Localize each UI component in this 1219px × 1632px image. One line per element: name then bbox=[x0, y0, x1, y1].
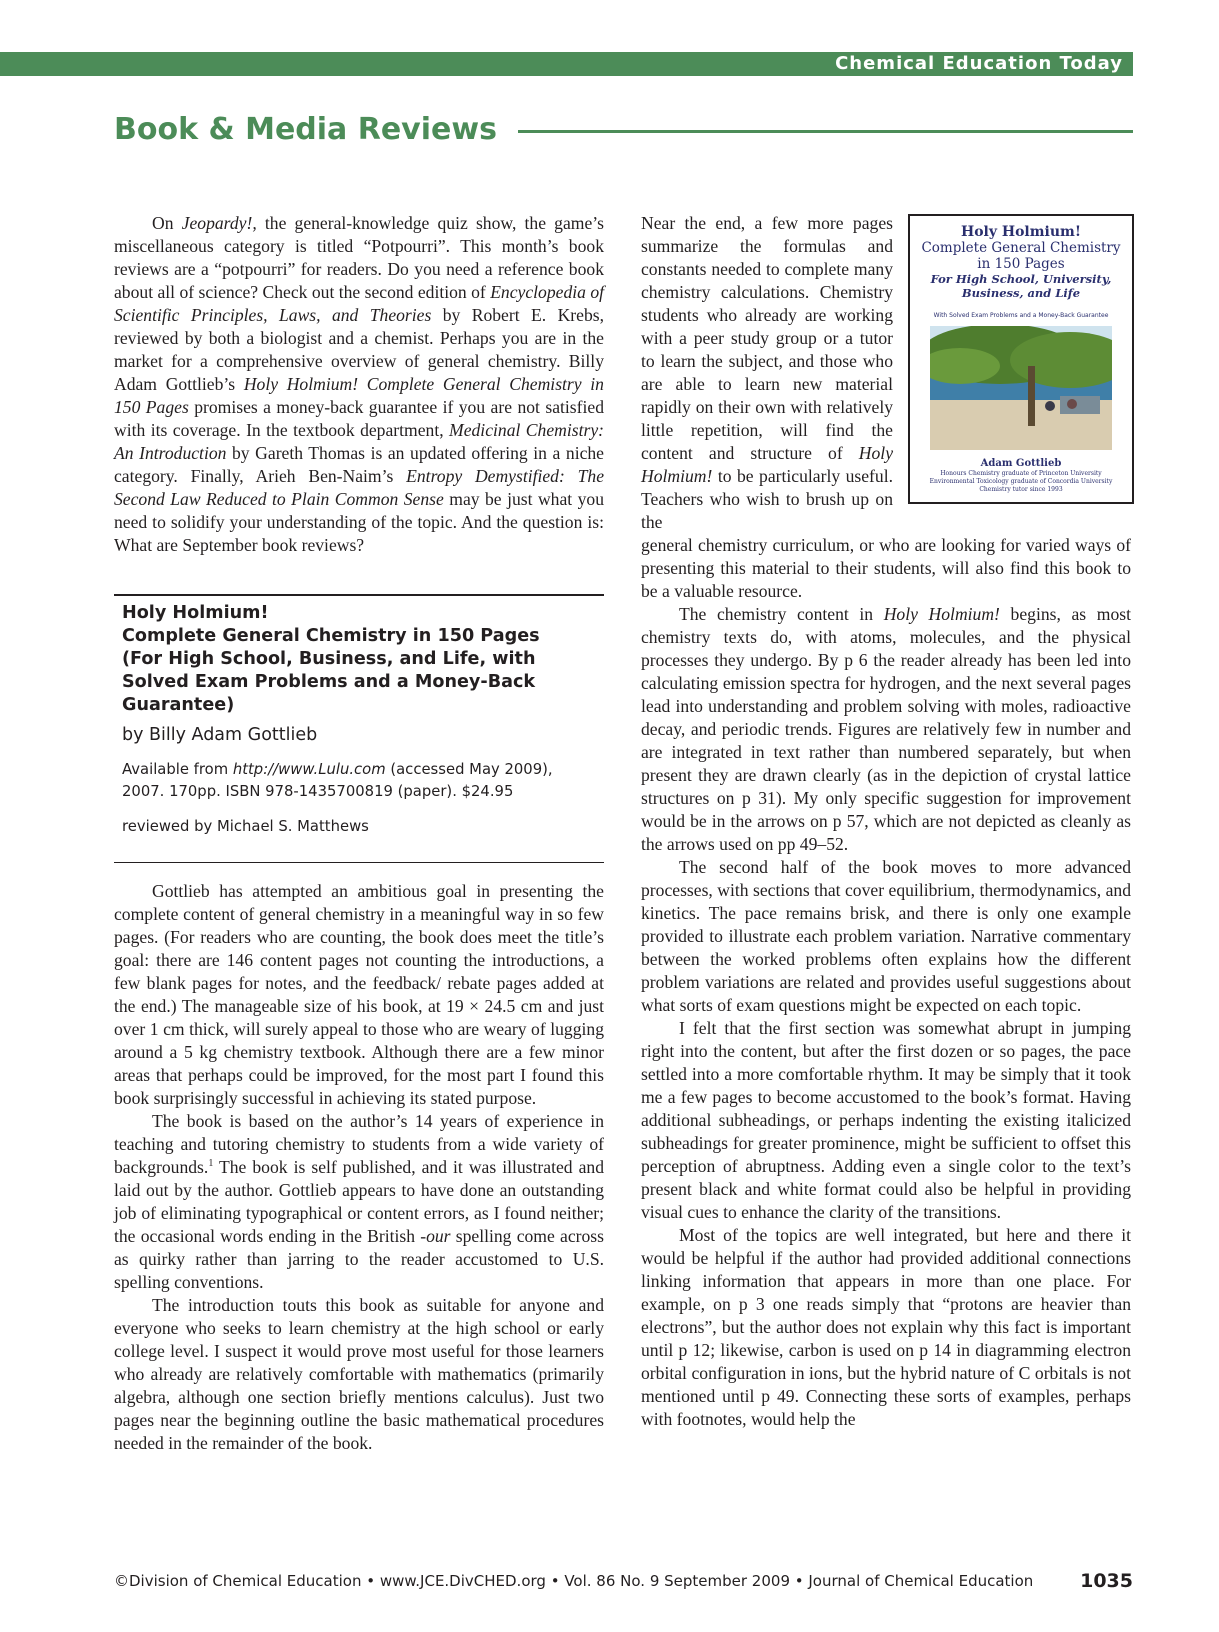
footnote-ref[interactable]: 1 bbox=[208, 1158, 214, 1170]
body-text: spelling come across as quirky rather than jarring to the reader accustomed to U.S. spelling conventions. bbox=[114, 1226, 604, 1292]
reviewer-credit: reviewed by Michael S. Matthews bbox=[122, 818, 369, 835]
intro-text: by Robert E. Krebs, reviewed by both a biologist and a chemist. Perhaps you are in the market for a comprehensive overview of general chemistry. Billy Adam Gottlieb’s bbox=[114, 305, 604, 394]
intro-encyclopedia-title: Encyclopedia of Scientific Principles, Laws, and Theories bbox=[114, 282, 605, 325]
cover-title-line: Complete General Chemistry bbox=[921, 240, 1121, 256]
body-paragraph bbox=[641, 603, 1131, 856]
body-italic: -our bbox=[420, 1226, 451, 1246]
bookinfo-bottom-rule bbox=[114, 862, 604, 863]
body-paragraph: Gottlieb has attempted an ambitious goal in presenting the complete content of general chemistry in a meaningful way in so few pages. (For readers who are counting, the book does meet the title’s goal: there are 146 content pages not counting the introductions, a few blank pages for notes, and the feedback/ rebate pages added at the end.) The manageable size of his book, at 19 × 24.5 cm and just over 1 cm thick, will surely appeal to those who are weary of lugging around a 5 kg chemistry textbook. Although there are a few minor areas that perhaps could be improved, for the most part I found this book surprisingly successful in achieving its stated purpose. bbox=[114, 881, 604, 1108]
review-body-right-top bbox=[641, 212, 893, 534]
body-text: The book is based on the author’s 14 years of experience in teaching and tutoring chemistry to students from a wide variety of backgrounds. bbox=[114, 1111, 604, 1177]
intro-text: may be just what you need to solidify your understanding of the topic. And the question is: What are September book reviews? bbox=[114, 489, 604, 555]
intro-column bbox=[114, 212, 604, 557]
cover-subtitle: With Solved Exam Problems and a Money-Back Guarantee bbox=[933, 312, 1109, 319]
review-body-left bbox=[114, 880, 604, 1455]
bookinfo-top-rule bbox=[114, 594, 604, 596]
body-paragraph: I felt that the first section was somewhat abrupt in jumping right into the content, but after the first dozen or so pages, the pace settled into a more comfortable rhythm. It may be simply that it took me a few pages to become accustomed to the book’s format. Having additional subheadings, or perhaps indenting the existing italicized subheadings for greater prominence, might be sufficient to offset this perception of abruptness. Adding even a single color to the text’s present black and white format could also be helpful in providing visual cues to enhance the clarity of the transitions. bbox=[641, 1018, 1131, 1222]
body-paragraph bbox=[641, 212, 893, 534]
cover-title-line: Holy Holmium! bbox=[960, 224, 1082, 240]
intro-text: promises a money-back guarantee if you are not satisfied with its coverage. In the textbook department, bbox=[114, 397, 604, 440]
section-heading: Book & Media Reviews bbox=[114, 112, 497, 147]
intro-entropy-title: Entropy Demystified: The Second Law Reduced to Plain Common Sense bbox=[114, 466, 604, 509]
body-text: The book is self published, and it was illustrated and laid out by the author. Gottlieb appears to have done an outstanding job of eliminating typographical or content errors, as I found neither; the occasional words ending in the British bbox=[114, 1157, 604, 1246]
book-title-line: Complete General Chemistry in 150 Pages bbox=[122, 626, 540, 646]
book-title-line: Guarantee) bbox=[122, 695, 235, 715]
book-cover-image bbox=[908, 214, 1134, 504]
intro-paragraph bbox=[114, 212, 604, 557]
cover-title-line: in 150 Pages bbox=[977, 256, 1065, 272]
body-paragraph: The introduction touts this book as suitable for anyone and everyone who seeks to learn chemistry at the high school or early college level. I suspect it would prove most useful for those learners who already are relatively comfortable with mathematics (primarily algebra, although one section briefly mentions calculus). Just two pages near the beginning outline the basic mathematical procedures needed in the remainder of the book. bbox=[114, 1295, 604, 1453]
body-text: The chemistry content in bbox=[679, 604, 884, 624]
cover-author bbox=[910, 458, 1132, 494]
availability-details: (accessed May 2009), 2007. 170pp. ISBN 978-1435700819 (paper). $24.95 bbox=[122, 761, 553, 800]
body-text: to be particularly useful. Teachers who wish to brush up on the bbox=[641, 466, 893, 532]
cover-credential: Honours Chemistry graduate of Princeton University bbox=[940, 470, 1102, 477]
cover-credential: Environmental Toxicology graduate of Concordia University bbox=[929, 478, 1113, 485]
body-paragraph: The second half of the book moves to more advanced processes, with sections that cover equilibrium, thermodynamics, and kinetics. The pace remains brisk, and there is only one example provided to illustrate each problem variation. Narrative commentary between the worked problems often explains how the different problem variations are related and provides useful suggestions about what sorts of exam questions might be expected on each topic. bbox=[641, 857, 1131, 1015]
page-number: 1035 bbox=[1080, 1570, 1133, 1592]
body-text: Near the end, a few more pages summarize the formulas and constants needed to complete many chemistry calculations. Chemistry students who already are working with a peer study group or a tutor to learn the subject, and those who are able to learn new material rapidly on their own with relatively little repetition, will find the content and structure of bbox=[641, 213, 893, 463]
body-paragraph: Most of the topics are well integrated, but here and there it would be helpful if the author had provided additional connections linking information that appears in more than one place. For example, on p 3 one reads simply that “protons are heavier than electrons”, but the author does not explain why this fact is important until p 12; likewise, carbon is used on p 14 in diagramming electron orbital configuration in ions, but the hybrid nature of C orbitals is not mentioned until p 49. Connecting these sorts of examples, perhaps with footnotes, would help the bbox=[641, 1225, 1131, 1429]
heading-rule bbox=[518, 130, 1133, 133]
header-banner bbox=[0, 52, 1133, 76]
body-paragraph bbox=[114, 1110, 604, 1294]
book-title-line: (For High School, Business, and Life, with bbox=[122, 649, 536, 669]
cover-credential: Chemistry tutor since 1993 bbox=[979, 486, 1063, 493]
publisher-link[interactable]: http://www.Lulu.com bbox=[232, 761, 386, 778]
book-author: by Billy Adam Gottlieb bbox=[122, 725, 318, 745]
intro-jeopardy-title: Jeopardy!, bbox=[181, 213, 257, 233]
intro-text: On bbox=[152, 213, 182, 233]
body-italic: Holy Holmium! bbox=[883, 604, 1000, 624]
body-paragraph: general chemistry curriculum, or who are looking for varied ways of presenting this material to their students, will also find this book to be a valuable resource. bbox=[641, 535, 1131, 601]
cover-title-line: For High School, University, Business, and Life bbox=[930, 272, 1112, 300]
body-text: begins, as most chemistry texts do, with atoms, molecules, and the physical processes they undergo. By p 6 the reader already has been led into calculating emission spectra for hydrogen, and the next several pages lead into understanding and problem solving with moles, radioactive decay, and periodic trends. Figures are relatively few in number and are integrated in text rather than numbered separately, but when present they are drawn clearly (as in the depiction of crystal lattice structures on p 31). My only specific suggestion for improvement would be in the arrows on p 57, which are not depicted as cleanly as the arrows used on pp 49–52. bbox=[641, 604, 1131, 854]
review-body-right bbox=[641, 534, 1131, 1431]
cover-title bbox=[910, 224, 1132, 300]
book-title-line: Holy Holmium! bbox=[122, 603, 269, 623]
book-title-line: Solved Exam Problems and a Money-Back bbox=[122, 672, 536, 692]
intro-text: the general-knowledge quiz show, the game’s miscellaneous category is titled “Potpourri”. This month’s book reviews are a “potpourri” for readers. Do you need a reference book about all of science? Check out the second edition of bbox=[114, 213, 604, 302]
page-footer bbox=[114, 1568, 1133, 1594]
banner-title: Chemical Education Today bbox=[835, 53, 1123, 74]
intro-text: by Gareth Thomas is an updated offering in a niche category. Finally, Arieh Ben-Naim’s bbox=[114, 443, 604, 486]
book-title bbox=[122, 602, 592, 717]
book-availability bbox=[122, 759, 592, 803]
footer-citation: ©Division of Chemical Education • www.JCE.DivCHED.org • Vol. 86 No. 9 September 2009 • Journal of Chemical Education bbox=[114, 1572, 1034, 1590]
intro-holmium-title: Holy Holmium! Complete General Chemistry in 150 Pages bbox=[114, 374, 604, 417]
cover-author-name: Adam Gottlieb bbox=[980, 458, 1062, 469]
book-info bbox=[122, 602, 592, 837]
cover-photo bbox=[930, 326, 1112, 450]
availability-prefix: Available from bbox=[122, 761, 233, 778]
body-italic: Holy Holmium! bbox=[641, 443, 893, 486]
intro-medicinal-title: Medicinal Chemistry: An Introduction bbox=[114, 420, 604, 463]
